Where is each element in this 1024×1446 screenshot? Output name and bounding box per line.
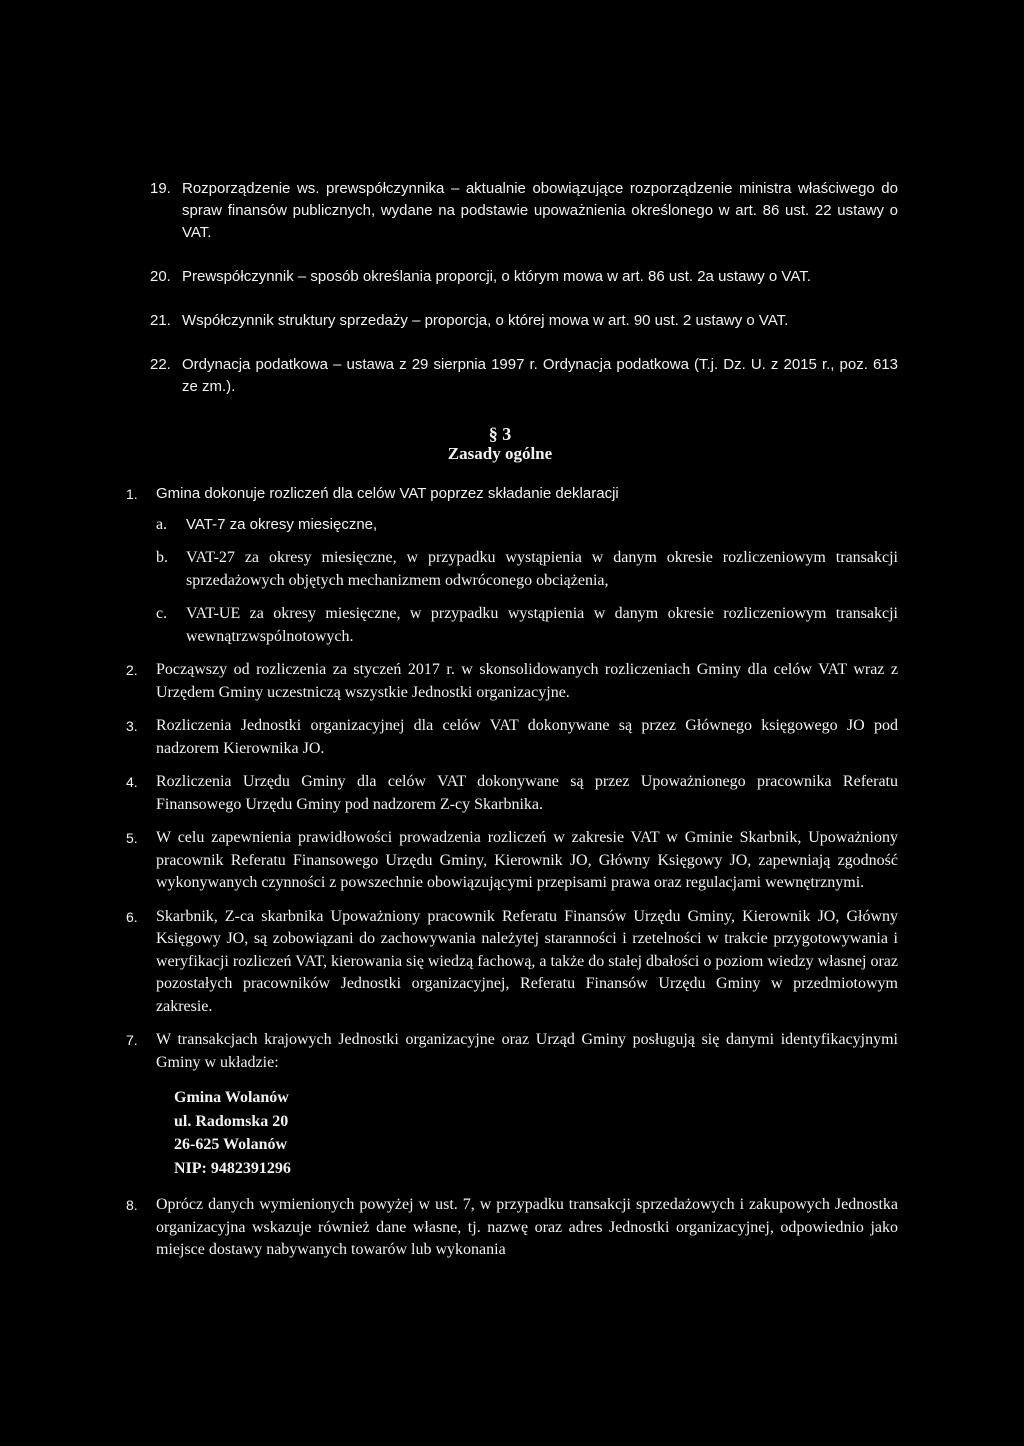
rule-number: 6. (126, 908, 138, 925)
address-postal: 26-625 Wolanów (174, 1136, 288, 1153)
rule-item (126, 715, 898, 760)
definition-number: 21. (150, 312, 171, 329)
rule-number: 7. (126, 1032, 138, 1048)
rule-text: Skarbnik, Z-ca skarbnika Upoważniony pracownik Referatu Finansów Urzędu Gminy, Kierownik JO, Główny Księgowy JO, są zobowiązani do zachowywania należytej staranności i rzetelności w trakcie przygotowywania i weryfikacji rozliczeń VAT, kierowania się wiedzą fachową, a także do stałej dbałości o poziom wiedzy własnej oraz pozostałych pracowników Jednostki organizacyjnej, Referatu Finansów Urzędu Gminy w przedmiotowym zakresie. (156, 907, 898, 1015)
sub-item (156, 603, 898, 648)
rule-item (126, 483, 898, 648)
definition-text: Ordynacja podatkowa – ustawa z 29 sierpnia 1997 r. Ordynacja podatkowa (T.j. Dz. U. z 2015 r., poz. 613 ze zm.). (182, 356, 898, 395)
rule-number: 2. (126, 662, 138, 678)
sub-text: VAT-27 za okresy miesięczne, w przypadku wystąpienia w danym okresie rozliczeniowym transakcji sprzedażowych objętych mechanizmem odwróconego obciążenia, (186, 549, 898, 589)
rule-text: Oprócz danych wymienionych powyżej w ust. 7, w przypadku transakcji sprzedażowych i zakupowych Jednostka organizacyjna wskazuje również dane własne, tj. nazwę oraz adres Jednostki organizacyjnej, odpowiednio jako miejsce dostawy nabywanych towarów lub wykonania (156, 1196, 898, 1258)
rule-text: W celu zapewnienia prawidłowości prowadzenia rozliczeń w zakresie VAT w Gminie Skarbnik, Upoważniony pracownik Referatu Finansowego Urzędu Gminy, Kierownik JO, Główny Księgowy JO, zapewniają zgodność wykonywanych czynności z powszechnie obowiązującymi przepisami prawa oraz regulacjami wewnętrznymi. (156, 829, 898, 891)
rule-number: 8. (126, 1197, 138, 1213)
rule-number: 3. (126, 718, 138, 734)
rule-item (126, 771, 898, 816)
definition-number: 22. (150, 356, 171, 373)
rule-text: Począwszy od rozliczenia za styczeń 2017 r. w skonsolidowanych rozliczeniach Gminy dla celów VAT wraz z Urzędem Gminy uczestniczą wszystkie Jednostki organizacyjne. (156, 661, 898, 701)
definition-text: Współczynnik struktury sprzedaży – proporcja, o której mowa w art. 90 ust. 2 ustawy o VAT. (182, 312, 789, 329)
definition-number: 20. (150, 268, 171, 285)
address-block (174, 1086, 898, 1180)
definitions-list (150, 178, 898, 420)
section-title: Zasady ogólne (447, 444, 553, 463)
sub-list (156, 514, 898, 649)
sub-text: VAT-UE za okresy miesięczne, w przypadku wystąpienia w danym okresie rozliczeniowym transakcji wewnątrzwspólnotowych. (186, 605, 898, 645)
sub-letter: b. (156, 549, 168, 566)
section-sign: § 3 (488, 424, 512, 444)
rules-list (126, 483, 898, 1273)
rule-number: 5. (126, 830, 138, 846)
definition-number: 19. (150, 180, 171, 197)
definition-text: Rozporządzenie ws. prewspółczynnika – aktualnie obowiązujące rozporządzenie ministra właściwego do spraw finansów publicznych, wydane na podstawie upoważnienia określonego w art. 86 ust. 22 ustawy o VAT. (182, 180, 898, 241)
sub-item (156, 514, 898, 537)
rule-number: 4. (126, 774, 138, 790)
definition-item (150, 178, 898, 244)
rule-text: Gmina dokonuje rozliczeń dla celów VAT poprzez składanie deklaracji (156, 485, 619, 502)
rule-text: Rozliczenia Jednostki organizacyjnej dla celów VAT dokonywane są przez Głównego księgowego JO pod nadzorem Kierownika JO. (156, 717, 898, 757)
rule-item (126, 906, 898, 1019)
rule-text: W transakcjach krajowych Jednostki organizacyjne oraz Urząd Gminy posługują się danymi identyfikacyjnymi Gminy w układzie: (156, 1031, 898, 1071)
sub-text: VAT-7 za okresy miesięczne, (186, 515, 378, 533)
address-nip: NIP: 9482391296 (174, 1159, 291, 1177)
address-name: Gmina Wolanów (174, 1089, 289, 1106)
rule-item (126, 1029, 898, 1180)
rule-number: 1. (126, 486, 138, 502)
address-street: ul. Radomska 20 (174, 1112, 289, 1130)
rule-item (126, 1194, 898, 1262)
rule-item (126, 827, 898, 895)
definition-text: Prewspółczynnik – sposób określania proporcji, o którym mowa w art. 86 ust. 2a ustawy o VAT. (182, 268, 811, 285)
sub-letter: c. (156, 605, 168, 622)
sub-letter: a. (156, 515, 168, 533)
rule-item (126, 659, 898, 704)
definition-item (150, 354, 898, 398)
sub-item (156, 547, 898, 592)
definition-item (150, 310, 898, 332)
rule-text: Rozliczenia Urzędu Gminy dla celów VAT dokonywane są przez Upoważnionego pracownika Referatu Finansowego Urzędu Gminy pod nadzorem Z-cy Skarbnika. (156, 773, 898, 813)
definition-item (150, 266, 898, 288)
